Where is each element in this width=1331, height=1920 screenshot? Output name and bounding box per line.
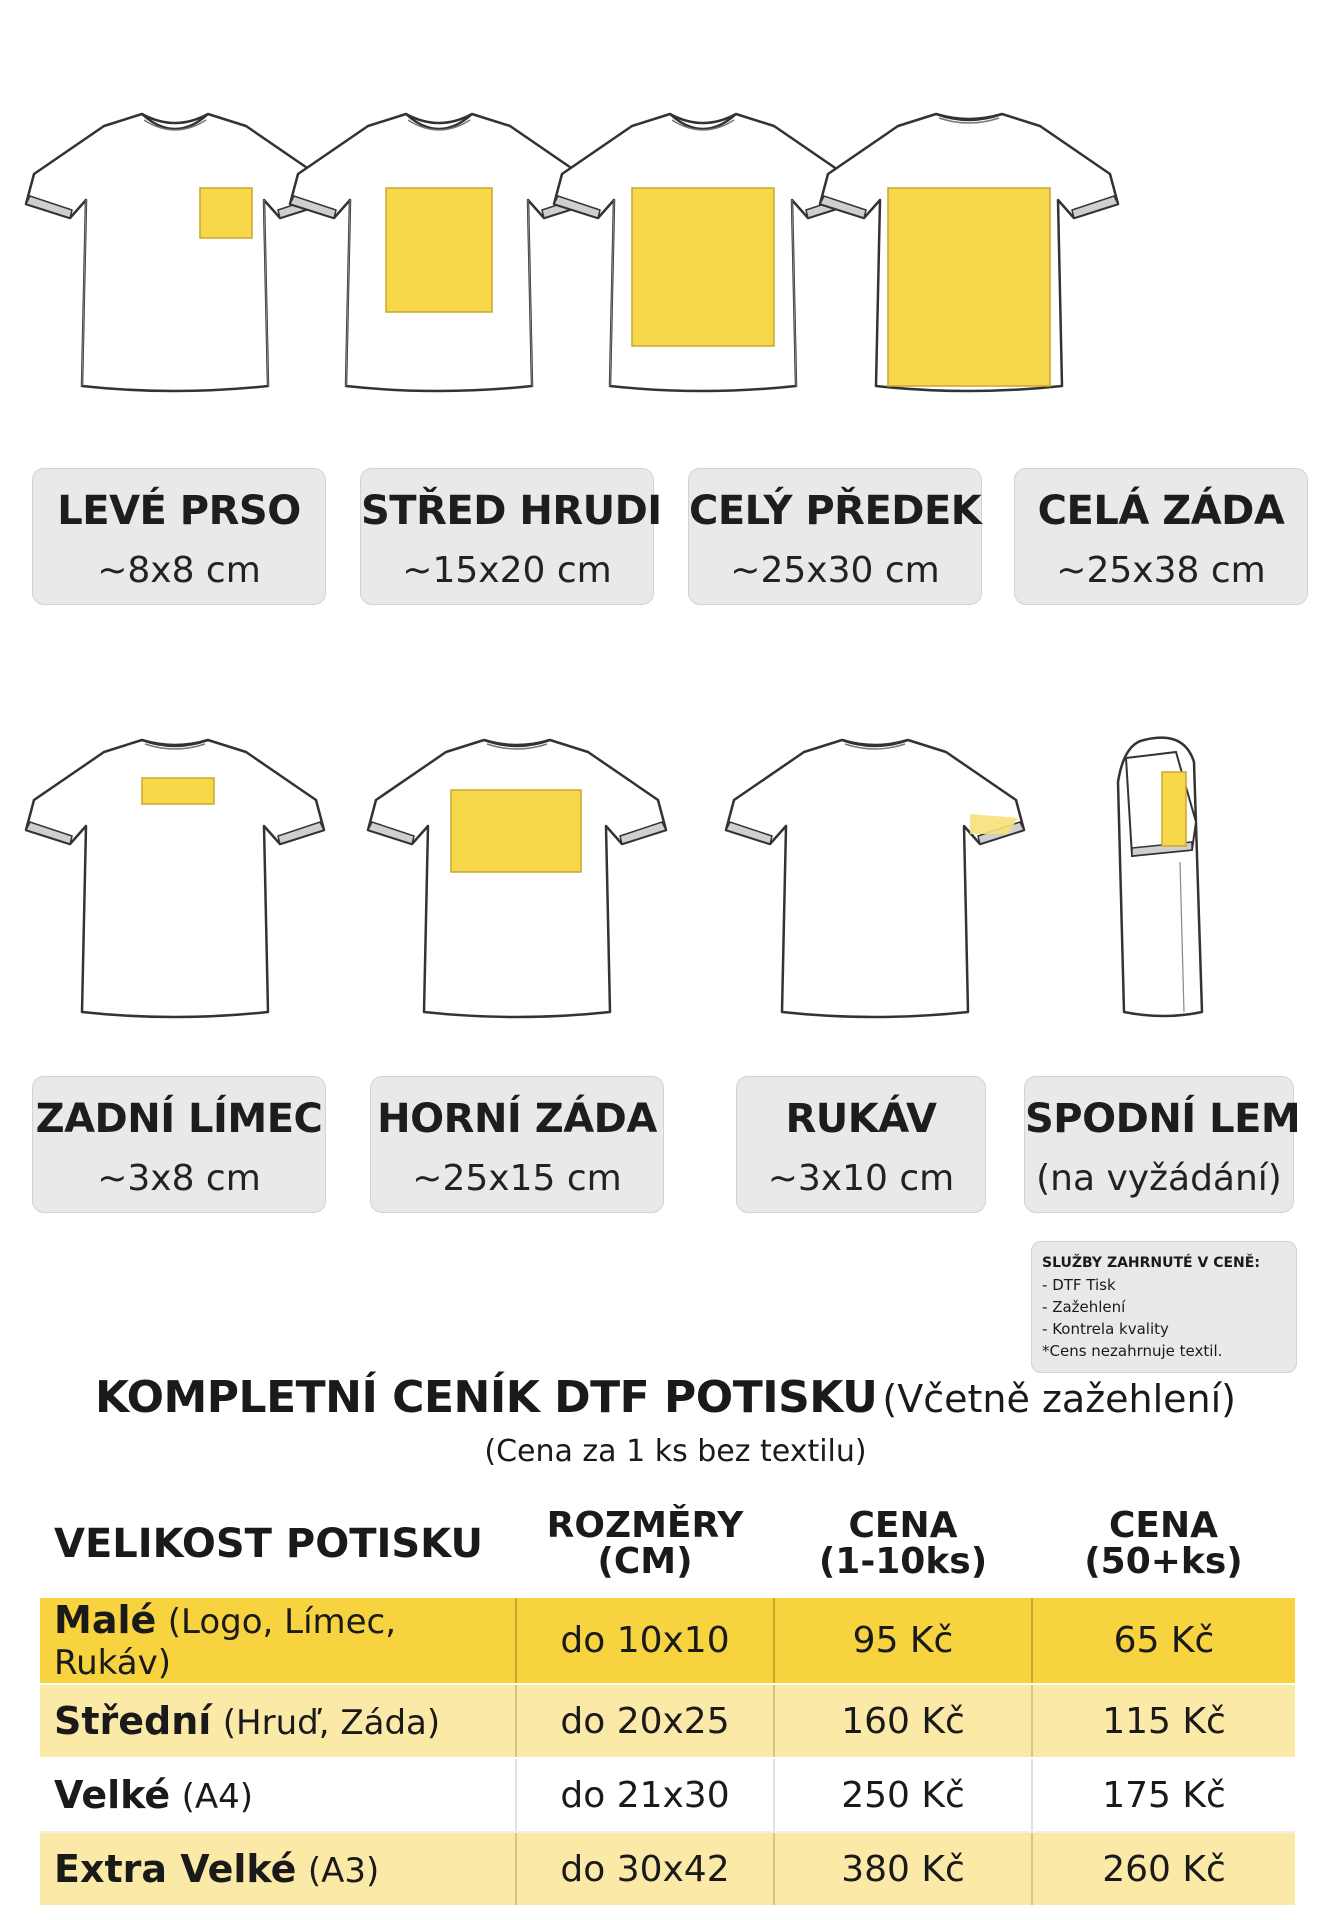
label-upper-back [370,1076,664,1213]
shirt-upper-back [366,722,668,1022]
services-title: SLUŽBY ZAHRNUTÉ V CENĚ: [1042,1255,1260,1271]
placement-size: ~25x15 cm [412,1158,622,1199]
placement-title: SPODNÍ LEM [1025,1096,1301,1142]
placement-title: CELÁ ZÁDA [1037,488,1285,534]
print-area-center-chest [386,188,492,312]
placement-title: RUKÁV [785,1096,937,1142]
row-size-name: Střední [54,1699,212,1743]
row-price-small: 380 Kč [774,1832,1032,1906]
row-dimensions: do 10x10 [516,1598,774,1684]
table-row [40,1598,1295,1684]
placement-size: ~8x8 cm [97,550,261,591]
placement-title: ZADNÍ LÍMEC [35,1096,323,1142]
table-row [40,1684,1295,1758]
print-area-sleeve-side [1162,772,1186,846]
label-center-chest [360,468,662,605]
table-row [40,1832,1295,1906]
service-item: - Zažehlení [1042,1296,1286,1318]
header-price-bulk-line1: CENA [1108,1505,1218,1546]
row-size-note: (A3) [307,1851,380,1891]
shirt-full-back [818,96,1120,396]
header-price-bulk [1032,1490,1295,1598]
label-back-collar [32,1076,326,1213]
placement-size: ~15x20 cm [402,550,612,591]
header-size: VELIKOST POTISKU [54,1521,483,1567]
pricing-subtitle: (Cena za 1 ks bez textilu) [484,1434,867,1469]
pricing-title-note: (Včetně zažehlení) [882,1377,1236,1421]
label-full-front [688,468,982,605]
price-table [40,1490,1295,1907]
row-price-small: 250 Kč [774,1758,1032,1832]
services-list [1042,1274,1286,1340]
row-size-cell [40,1758,516,1832]
pricing-title-main: KOMPLETNÍ CENÍK DTF POTISKU [95,1372,878,1423]
label-bottom-hem [1024,1076,1301,1213]
placement-size: ~25x38 cm [1056,550,1266,591]
placement-title: CELÝ PŘEDEK [689,488,982,534]
label-left-chest [32,468,326,605]
row-size-note: (A4) [181,1777,254,1817]
service-item: - DTF Tisk [1042,1274,1286,1296]
header-price-small-line1: CENA [848,1505,958,1546]
header-price-small [774,1490,1032,1598]
row-price-bulk: 175 Kč [1032,1758,1295,1832]
header-price-bulk-line2: (50+ks) [1084,1541,1243,1582]
placement-title: HORNÍ ZÁDA [377,1096,657,1142]
services-included-box [1031,1241,1297,1373]
row-price-small: 95 Kč [774,1598,1032,1684]
shirt-back-collar [24,722,326,1022]
row-dimensions: do 20x25 [516,1684,774,1758]
shirt-full-front [552,96,854,396]
print-area-upper-back [451,790,581,872]
print-area-full-front [632,188,774,346]
service-item: - Kontrela kvality [1042,1318,1286,1340]
table-row [40,1758,1295,1832]
row-size-cell [40,1598,516,1684]
shirt-side-view [1084,722,1234,1022]
row-price-small: 160 Kč [774,1684,1032,1758]
placement-size: ~25x30 cm [730,550,940,591]
services-note: *Cens nezahrnuje textil. [1042,1342,1223,1360]
shirt-center-chest [288,96,590,396]
row-size-cell [40,1832,516,1906]
row-dimensions: do 21x30 [516,1758,774,1832]
placement-title: STŘED HRUDI [361,488,662,534]
shirt-sleeve [724,722,1026,1022]
print-area-full-back [888,188,1050,386]
row-price-bulk: 260 Kč [1032,1832,1295,1906]
row-price-bulk: 115 Kč [1032,1684,1295,1758]
header-dimensions-line2: (CM) [597,1541,693,1582]
row-size-note: (Hruď, Záda) [222,1703,441,1743]
print-area-back-collar [142,778,214,804]
placement-size: ~3x10 cm [767,1158,955,1199]
header-dimensions [516,1490,774,1598]
row-size-cell [40,1684,516,1758]
print-area-left-chest [200,188,252,238]
header-price-small-line2: (1-10ks) [818,1541,988,1582]
shirt-left-chest [24,96,326,396]
table-header-row [40,1490,1295,1598]
placement-size: ~3x8 cm [97,1158,261,1199]
row-price-bulk: 65 Kč [1032,1598,1295,1684]
pricing-title [0,1372,1331,1423]
placement-size: (na vyžádání) [1036,1158,1282,1199]
header-dimensions-line1: ROZMĚRY [546,1505,744,1546]
row-size-note: (Logo, Límec, Rukáv) [54,1602,397,1683]
label-full-back [1014,468,1308,605]
row-size-name: Extra Velké [54,1847,297,1891]
row-size-name: Velké [54,1773,171,1817]
placement-title: LEVÉ PRSO [57,488,301,534]
row-size-name: Malé [54,1598,157,1642]
row-dimensions: do 30x42 [516,1832,774,1906]
label-sleeve [736,1076,986,1213]
